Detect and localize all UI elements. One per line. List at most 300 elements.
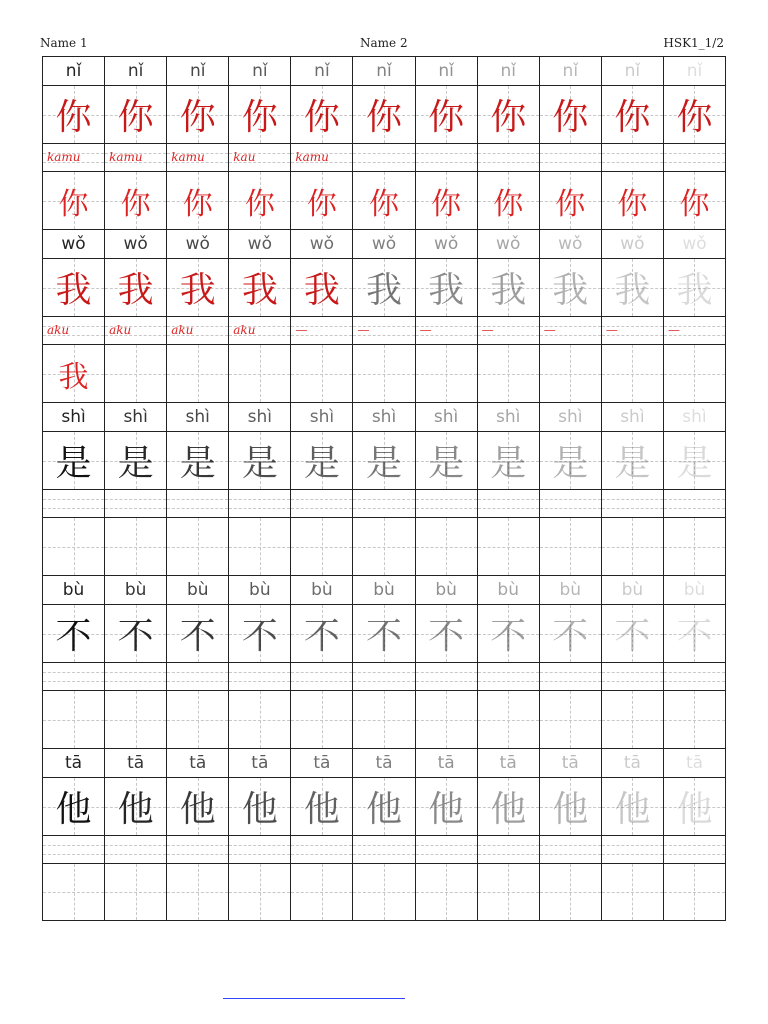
- pinyin-text: wǒ: [496, 234, 521, 254]
- practice-cell: [664, 863, 726, 921]
- practice-cell: [664, 344, 726, 402]
- annotation-text: aku: [109, 323, 132, 337]
- hanzi-text: 他: [366, 789, 403, 830]
- trace-cell: [540, 431, 602, 489]
- practice-text: 我: [58, 359, 89, 395]
- pinyin-text: wǒ: [371, 234, 397, 254]
- pinyin-cell: [540, 402, 602, 431]
- hanzi-text: 你: [552, 97, 589, 138]
- annotation-text: —: [357, 323, 370, 337]
- name-2-label: Name 2: [360, 36, 408, 50]
- hanzi-text: 我: [303, 270, 340, 311]
- pinyin-text: shì: [185, 407, 210, 427]
- pinyin-cell: [478, 402, 540, 431]
- annotation-cell: [291, 489, 353, 517]
- pinyin-cell: [353, 402, 415, 431]
- practice-cell: [478, 171, 540, 229]
- trace-cell: [43, 258, 105, 316]
- trace-cell: [602, 604, 664, 662]
- pinyin-text: wǒ: [185, 234, 210, 254]
- practice-cell: [602, 171, 664, 229]
- practice-cell: [416, 344, 478, 402]
- practice-cell: [229, 863, 291, 921]
- practice-text: 你: [493, 186, 524, 222]
- trace-cell: [43, 85, 105, 143]
- pinyin-row: [42, 748, 726, 777]
- practice-cell: [167, 517, 229, 575]
- annotation-cell: [353, 316, 415, 344]
- practice-cell: [602, 690, 664, 748]
- hanzi-text: 你: [676, 97, 713, 138]
- pinyin-text: wǒ: [682, 234, 707, 254]
- hanzi-text: 我: [614, 270, 651, 311]
- annotation-cell: [105, 662, 167, 690]
- pinyin-cell: [43, 748, 105, 777]
- trace-cell: [229, 777, 291, 835]
- pinyin-text: nǐ: [562, 61, 579, 81]
- annotation-cell: [167, 143, 229, 171]
- pinyin-text: bù: [186, 580, 209, 600]
- annotation-text: aku: [171, 323, 194, 337]
- trace-cell: [229, 258, 291, 316]
- practice-cell: [43, 690, 105, 748]
- pinyin-text: bù: [683, 580, 706, 600]
- practice-text: 你: [555, 186, 586, 222]
- practice-cell: [43, 344, 105, 402]
- annotation-text: kamu: [171, 150, 205, 164]
- practice-cell: [167, 690, 229, 748]
- trace-cell: [664, 777, 726, 835]
- hanzi-text: 他: [241, 789, 278, 830]
- pinyin-cell: [540, 748, 602, 777]
- annotation-cell: [291, 143, 353, 171]
- practice-cell: [478, 690, 540, 748]
- trace-cell: [664, 431, 726, 489]
- practice-cell: [540, 171, 602, 229]
- pinyin-text: tā: [251, 753, 269, 773]
- practice-cell: [167, 863, 229, 921]
- hanzi-text: 我: [241, 270, 278, 311]
- pinyin-text: bù: [497, 580, 519, 600]
- pinyin-text: shì: [371, 407, 397, 427]
- pinyin-cell: [167, 748, 229, 777]
- pinyin-row: [42, 229, 726, 258]
- pinyin-cell: [291, 229, 353, 258]
- practice-cell: [229, 171, 291, 229]
- character-block: [42, 229, 726, 402]
- annotation-cell: [43, 316, 105, 344]
- annotation-cell: [664, 835, 726, 863]
- pinyin-text: nǐ: [624, 61, 641, 81]
- pinyin-text: wǒ: [433, 234, 459, 254]
- practice-cell: [43, 171, 105, 229]
- annotation-cell: [664, 489, 726, 517]
- annotation-row: [42, 662, 726, 690]
- annotation-row: [42, 489, 726, 517]
- pinyin-cell: [353, 748, 415, 777]
- annotation-row: [42, 835, 726, 863]
- practice-cell: [416, 863, 478, 921]
- annotation-cell: [167, 316, 229, 344]
- hanzi-text: 是: [117, 443, 154, 484]
- annotation-cell: [105, 316, 167, 344]
- annotation-cell: [416, 489, 478, 517]
- hanzi-text: 我: [117, 270, 154, 311]
- hanzi-text: 他: [552, 789, 589, 830]
- annotation-cell: [167, 835, 229, 863]
- trace-row: [42, 85, 726, 143]
- annotation-cell: [416, 316, 478, 344]
- pinyin-cell: [291, 575, 353, 604]
- annotation-text: —: [481, 323, 494, 337]
- hanzi-text: 不: [490, 616, 527, 657]
- hanzi-text: 你: [241, 97, 278, 138]
- pinyin-text: bù: [559, 580, 582, 600]
- pinyin-cell: [353, 229, 415, 258]
- hanzi-text: 不: [428, 616, 465, 657]
- hanzi-text: 不: [241, 616, 278, 657]
- trace-cell: [540, 777, 602, 835]
- trace-cell: [540, 258, 602, 316]
- hanzi-text: 是: [55, 443, 92, 484]
- character-block: [42, 575, 726, 748]
- practice-cell: [353, 690, 415, 748]
- pinyin-cell: [416, 575, 478, 604]
- practice-cell: [291, 517, 353, 575]
- hanzi-text: 他: [614, 789, 651, 830]
- pinyin-text: tā: [623, 753, 641, 773]
- trace-cell: [167, 258, 229, 316]
- annotation-cell: [602, 835, 664, 863]
- hanzi-text: 他: [179, 789, 216, 830]
- practice-cell: [416, 171, 478, 229]
- pinyin-text: shì: [247, 407, 272, 427]
- pinyin-text: nǐ: [314, 61, 330, 81]
- practice-cell: [664, 690, 726, 748]
- trace-cell: [229, 604, 291, 662]
- pinyin-cell: [105, 56, 167, 85]
- annotation-cell: [105, 489, 167, 517]
- practice-grid: [42, 56, 726, 921]
- trace-cell: [105, 431, 167, 489]
- annotation-text: —: [419, 323, 432, 337]
- practice-cell: [540, 517, 602, 575]
- annotation-cell: [105, 143, 167, 171]
- pinyin-cell: [478, 748, 540, 777]
- hanzi-text: 你: [428, 97, 465, 138]
- annotation-cell: [540, 316, 602, 344]
- character-block: [42, 748, 726, 921]
- pinyin-text: bù: [621, 580, 644, 600]
- hanzi-text: 他: [676, 789, 713, 830]
- practice-cell: [540, 863, 602, 921]
- practice-cell: [478, 517, 540, 575]
- annotation-text: kamu: [47, 150, 81, 164]
- pinyin-cell: [664, 229, 726, 258]
- annotation-cell: [43, 489, 105, 517]
- pinyin-text: bù: [249, 580, 271, 600]
- trace-cell: [291, 431, 353, 489]
- pinyin-cell: [291, 56, 353, 85]
- hanzi-text: 你: [303, 97, 340, 138]
- annotation-cell: [478, 835, 540, 863]
- practice-cell: [105, 171, 167, 229]
- pinyin-cell: [167, 56, 229, 85]
- trace-cell: [43, 604, 105, 662]
- practice-cell: [478, 344, 540, 402]
- annotation-cell: [540, 662, 602, 690]
- trace-cell: [353, 604, 415, 662]
- practice-text: 你: [182, 186, 213, 222]
- trace-cell: [540, 85, 602, 143]
- annotation-cell: [602, 662, 664, 690]
- trace-cell: [43, 777, 105, 835]
- trace-cell: [416, 777, 478, 835]
- hanzi-text: 是: [552, 443, 589, 484]
- practice-cell: [229, 690, 291, 748]
- annotation-cell: [291, 316, 353, 344]
- pinyin-text: wǒ: [123, 234, 148, 254]
- pinyin-text: nǐ: [65, 61, 82, 81]
- annotation-cell: [664, 316, 726, 344]
- annotation-cell: [416, 662, 478, 690]
- pinyin-row: [42, 56, 726, 85]
- pinyin-cell: [105, 402, 167, 431]
- pinyin-text: shì: [558, 407, 583, 427]
- practice-cell: [478, 863, 540, 921]
- pinyin-cell: [540, 229, 602, 258]
- trace-row: [42, 431, 726, 489]
- hanzi-text: 是: [676, 443, 713, 484]
- pinyin-text: wǒ: [620, 234, 645, 254]
- annotation-cell: [664, 143, 726, 171]
- practice-cell: [353, 517, 415, 575]
- pinyin-text: bù: [311, 580, 333, 600]
- hanzi-text: 是: [490, 443, 527, 484]
- practice-cell: [291, 344, 353, 402]
- pinyin-text: nǐ: [500, 61, 516, 81]
- trace-cell: [291, 777, 353, 835]
- annotation-cell: [478, 489, 540, 517]
- trace-cell: [105, 85, 167, 143]
- pinyin-cell: [105, 575, 167, 604]
- name-1-label: Name 1: [40, 36, 88, 50]
- trace-cell: [664, 85, 726, 143]
- pinyin-text: tā: [561, 753, 579, 773]
- hanzi-text: 是: [366, 443, 403, 484]
- practice-cell: [291, 863, 353, 921]
- pinyin-cell: [353, 56, 415, 85]
- pinyin-cell: [664, 56, 726, 85]
- hanzi-text: 我: [490, 270, 527, 311]
- annotation-cell: [229, 489, 291, 517]
- trace-cell: [602, 85, 664, 143]
- pinyin-cell: [105, 229, 167, 258]
- footer-link-underline[interactable]: [223, 998, 405, 999]
- hanzi-text: 是: [303, 443, 340, 484]
- hanzi-text: 不: [179, 616, 216, 657]
- practice-text: 你: [244, 186, 275, 222]
- trace-cell: [478, 431, 540, 489]
- annotation-cell: [602, 316, 664, 344]
- hanzi-text: 不: [117, 616, 154, 657]
- pinyin-cell: [229, 748, 291, 777]
- annotation-cell: [416, 143, 478, 171]
- pinyin-cell: [602, 575, 664, 604]
- hanzi-text: 他: [428, 789, 465, 830]
- practice-row: [42, 171, 726, 229]
- hanzi-text: 我: [676, 270, 713, 311]
- trace-row: [42, 604, 726, 662]
- annotation-cell: [478, 316, 540, 344]
- pinyin-cell: [540, 575, 602, 604]
- practice-cell: [353, 863, 415, 921]
- trace-cell: [353, 777, 415, 835]
- practice-cell: [416, 690, 478, 748]
- trace-cell: [291, 85, 353, 143]
- pinyin-text: nǐ: [127, 61, 144, 81]
- pinyin-text: wǒ: [61, 234, 86, 254]
- pinyin-cell: [664, 575, 726, 604]
- hanzi-text: 不: [614, 616, 651, 657]
- pinyin-text: tā: [375, 753, 393, 773]
- pinyin-cell: [353, 575, 415, 604]
- pinyin-cell: [291, 748, 353, 777]
- annotation-cell: [105, 835, 167, 863]
- trace-cell: [353, 431, 415, 489]
- annotation-text: —: [667, 323, 680, 337]
- practice-cell: [664, 171, 726, 229]
- practice-cell: [353, 171, 415, 229]
- pinyin-cell: [540, 56, 602, 85]
- page-id-label: HSK1_1/2: [663, 36, 724, 50]
- annotation-row: [42, 316, 726, 344]
- practice-text: 你: [306, 186, 337, 222]
- pinyin-text: shì: [682, 407, 707, 427]
- hanzi-text: 我: [179, 270, 216, 311]
- hanzi-text: 是: [241, 443, 278, 484]
- practice-cell: [291, 690, 353, 748]
- pinyin-cell: [664, 402, 726, 431]
- practice-text: 你: [369, 186, 400, 222]
- annotation-text: aku: [233, 323, 256, 337]
- pinyin-text: wǒ: [558, 234, 583, 254]
- annotation-cell: [291, 662, 353, 690]
- trace-cell: [478, 258, 540, 316]
- pinyin-cell: [602, 229, 664, 258]
- hanzi-text: 你: [614, 97, 651, 138]
- practice-cell: [540, 344, 602, 402]
- trace-cell: [229, 85, 291, 143]
- practice-cell: [105, 344, 167, 402]
- annotation-cell: [353, 489, 415, 517]
- hanzi-text: 你: [366, 97, 403, 138]
- pinyin-cell: [43, 575, 105, 604]
- pinyin-cell: [43, 56, 105, 85]
- trace-cell: [602, 431, 664, 489]
- practice-cell: [229, 344, 291, 402]
- pinyin-cell: [664, 748, 726, 777]
- trace-cell: [105, 777, 167, 835]
- hanzi-text: 我: [428, 270, 465, 311]
- pinyin-cell: [43, 402, 105, 431]
- annotation-cell: [478, 662, 540, 690]
- pinyin-text: tā: [437, 753, 455, 773]
- practice-text: 你: [58, 186, 89, 222]
- trace-cell: [353, 85, 415, 143]
- pinyin-cell: [416, 748, 478, 777]
- hanzi-text: 他: [303, 789, 340, 830]
- practice-text: 你: [679, 186, 710, 222]
- hanzi-text: 他: [490, 789, 527, 830]
- annotation-text: kamu: [295, 150, 329, 164]
- pinyin-text: bù: [62, 580, 85, 600]
- hanzi-text: 不: [55, 616, 92, 657]
- pinyin-text: nǐ: [252, 61, 268, 81]
- practice-cell: [105, 517, 167, 575]
- annotation-cell: [229, 835, 291, 863]
- annotation-text: kamu: [109, 150, 143, 164]
- pinyin-text: bù: [373, 580, 395, 600]
- annotation-cell: [291, 835, 353, 863]
- pinyin-cell: [167, 402, 229, 431]
- trace-cell: [478, 604, 540, 662]
- trace-cell: [43, 431, 105, 489]
- trace-cell: [167, 604, 229, 662]
- practice-cell: [416, 517, 478, 575]
- trace-cell: [105, 604, 167, 662]
- pinyin-cell: [602, 748, 664, 777]
- hanzi-text: 不: [366, 616, 403, 657]
- pinyin-text: nǐ: [686, 61, 703, 81]
- annotation-cell: [167, 662, 229, 690]
- trace-cell: [416, 431, 478, 489]
- annotation-cell: [602, 489, 664, 517]
- pinyin-text: tā: [685, 753, 704, 773]
- trace-row: [42, 258, 726, 316]
- pinyin-row: [42, 575, 726, 604]
- annotation-cell: [540, 835, 602, 863]
- trace-cell: [478, 85, 540, 143]
- practice-cell: [43, 863, 105, 921]
- annotation-cell: [229, 316, 291, 344]
- annotation-cell: [540, 143, 602, 171]
- practice-text: 你: [120, 186, 151, 222]
- trace-cell: [353, 258, 415, 316]
- hanzi-text: 我: [366, 270, 403, 311]
- annotation-cell: [478, 143, 540, 171]
- practice-text: 你: [431, 186, 462, 222]
- practice-cell: [602, 344, 664, 402]
- pinyin-cell: [105, 748, 167, 777]
- hanzi-text: 你: [55, 97, 92, 138]
- annotation-text: —: [543, 323, 556, 337]
- pinyin-text: tā: [65, 753, 83, 773]
- pinyin-cell: [478, 229, 540, 258]
- character-block: [42, 56, 726, 229]
- trace-cell: [291, 258, 353, 316]
- pinyin-text: tā: [127, 753, 145, 773]
- hanzi-text: 不: [676, 616, 713, 657]
- pinyin-text: bù: [435, 580, 457, 600]
- hanzi-text: 他: [117, 789, 154, 830]
- pinyin-text: wǒ: [309, 234, 335, 254]
- hanzi-text: 是: [614, 443, 651, 484]
- pinyin-cell: [167, 575, 229, 604]
- pinyin-text: shì: [433, 407, 459, 427]
- annotation-cell: [229, 662, 291, 690]
- pinyin-text: nǐ: [438, 61, 454, 81]
